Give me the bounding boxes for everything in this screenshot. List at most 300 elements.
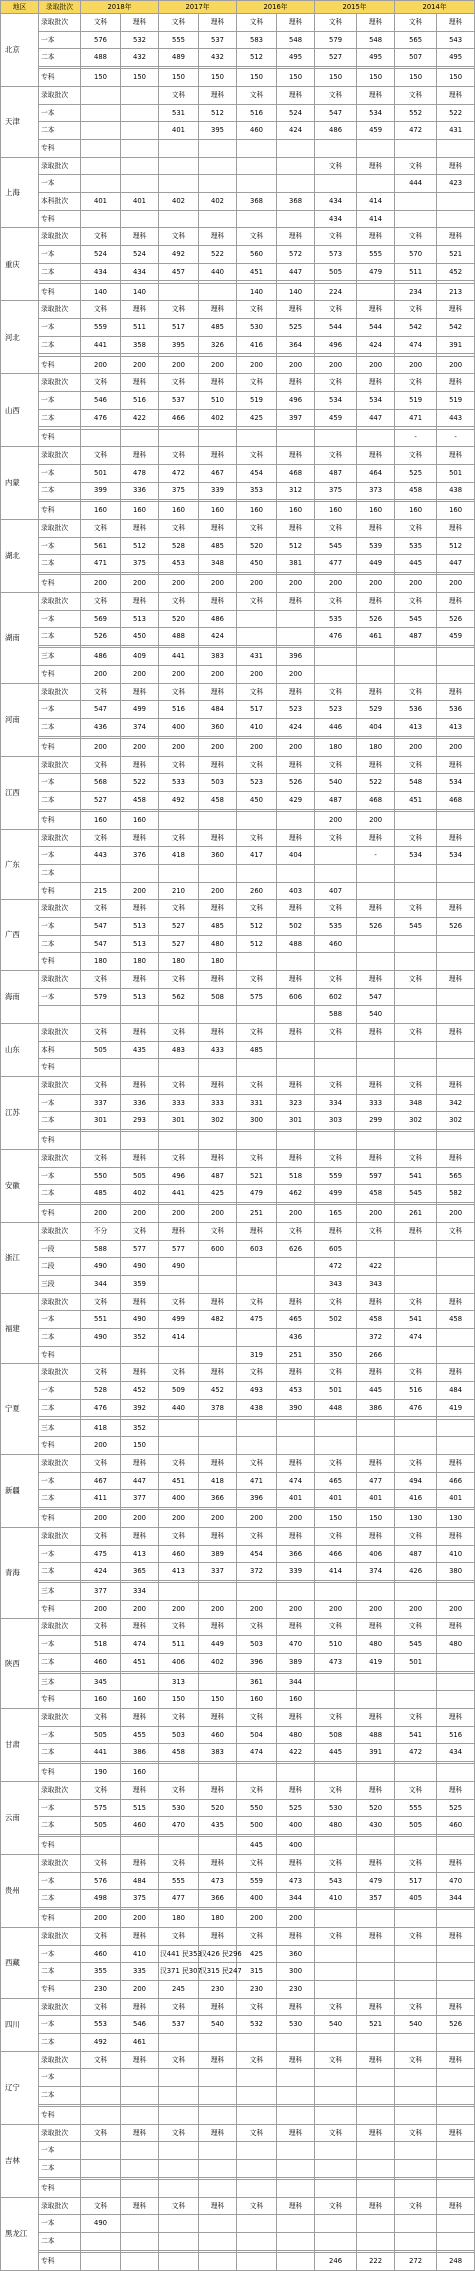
score-cell — [315, 1910, 357, 1928]
score-cell: 541 — [395, 1167, 437, 1185]
score-cell: 理科 — [121, 1293, 159, 1311]
score-cell: 文科 — [81, 14, 121, 32]
batch-cell: 录取批次 — [39, 1998, 81, 2016]
score-cell: 480 — [437, 1636, 475, 1654]
score-cell: 文科 — [237, 1855, 277, 1873]
score-cell: 537 — [159, 391, 199, 409]
score-cell — [121, 1132, 159, 1150]
score-cell: 357 — [357, 1890, 395, 1908]
score-cell — [237, 2087, 277, 2105]
score-cell: 理科 — [199, 1024, 237, 1042]
score-cell: 487 — [315, 792, 357, 810]
score-cell — [357, 666, 395, 684]
score-cell: 389 — [277, 1653, 315, 1671]
score-cell: 458 — [437, 1311, 475, 1329]
score-cell — [395, 2179, 437, 2197]
score-cell: 160 — [437, 502, 475, 520]
table-row — [1, 356, 475, 374]
batch-cell: 二本 — [39, 628, 81, 646]
score-cell: 文科 — [315, 2051, 357, 2069]
batch-cell: 录取批次 — [39, 1928, 81, 1946]
score-cell: 459 — [437, 628, 475, 646]
score-cell — [121, 1059, 159, 1077]
score-cell — [437, 1673, 475, 1691]
score-cell: 160 — [121, 502, 159, 520]
score-cell: 391 — [357, 1744, 395, 1762]
score-cell: 386 — [121, 1744, 159, 1762]
score-cell: 文科 — [81, 2051, 121, 2069]
score-cell: 理科 — [437, 1454, 475, 1472]
score-cell: 383 — [199, 648, 237, 666]
batch-cell: 专科 — [39, 1346, 81, 1364]
score-cell — [199, 1132, 237, 1150]
score-cell: 488 — [277, 935, 315, 953]
score-cell — [159, 1059, 199, 1077]
batch-cell: 二本 — [39, 49, 81, 67]
batch-cell: 二段 — [39, 1258, 81, 1276]
score-cell: 555 — [159, 1872, 199, 1890]
batch-cell: 专科 — [39, 502, 81, 520]
score-cell: 490 — [81, 1328, 121, 1346]
score-cell — [237, 610, 277, 628]
score-cell — [395, 935, 437, 953]
score-cell: 文科 — [237, 228, 277, 246]
score-cell: 文科 — [315, 900, 357, 918]
score-cell: 文科 — [159, 829, 199, 847]
table-row — [1, 1149, 475, 1167]
score-cell: 401 — [437, 1490, 475, 1508]
score-cell: 理科 — [357, 1024, 395, 1042]
score-cell: 339 — [199, 482, 237, 500]
score-cell: 520 — [159, 610, 199, 628]
score-cell: 600 — [199, 1240, 237, 1258]
score-cell — [81, 104, 121, 122]
score-cell: 248 — [437, 2252, 475, 2270]
table-row — [1, 1928, 475, 1946]
score-cell: 理科 — [199, 1928, 237, 1946]
score-cell — [437, 1132, 475, 1150]
batch-cell: 专科 — [39, 811, 81, 829]
score-cell: 302 — [199, 1112, 237, 1130]
score-cell: 文科 — [395, 374, 437, 392]
score-cell: 360 — [199, 847, 237, 865]
score-cell: 理科 — [199, 829, 237, 847]
score-cell — [237, 953, 277, 971]
score-cell: 524 — [121, 246, 159, 264]
score-cell — [237, 2106, 277, 2124]
score-cell — [357, 429, 395, 447]
score-cell: 160 — [357, 502, 395, 520]
score-cell — [277, 1437, 315, 1455]
score-cell: 479 — [357, 263, 395, 281]
batch-cell: 专科 — [39, 575, 81, 593]
score-cell: 392 — [121, 1399, 159, 1417]
score-cell: 488 — [81, 49, 121, 67]
score-cell: 502 — [277, 917, 315, 935]
score-cell: 文科 — [315, 14, 357, 32]
score-cell: 理科 — [277, 1782, 315, 1800]
score-cell: 508 — [199, 988, 237, 1006]
table-row — [1, 283, 475, 301]
table-row — [1, 1998, 475, 2016]
score-cell: 160 — [237, 502, 277, 520]
score-cell — [81, 429, 121, 447]
score-cell: 200 — [437, 1205, 475, 1223]
score-cell — [199, 1583, 237, 1601]
score-cell — [357, 2142, 395, 2160]
batch-cell: 专科 — [39, 666, 81, 684]
score-cell: 文科 — [315, 1454, 357, 1472]
score-cell: 文科 — [81, 1364, 121, 1382]
score-cell: 200 — [277, 1910, 315, 1928]
score-cell — [395, 1059, 437, 1077]
score-cell: 429 — [277, 792, 315, 810]
score-cell — [159, 210, 199, 228]
table-row — [1, 1855, 475, 1873]
score-cell: 理科 — [437, 14, 475, 32]
region-cell: 江西 — [1, 756, 39, 829]
score-cell: 443 — [81, 847, 121, 865]
score-cell: 525 — [277, 318, 315, 336]
score-cell — [237, 2179, 277, 2197]
table-row — [1, 666, 475, 684]
score-cell: 文科 — [159, 2124, 199, 2142]
score-cell — [315, 847, 357, 865]
score-cell: 545 — [315, 537, 357, 555]
score-cell: 理科 — [277, 900, 315, 918]
table-row — [1, 864, 475, 882]
table-row — [1, 1945, 475, 1963]
score-cell — [237, 139, 277, 157]
score-cell: 410 — [437, 1545, 475, 1563]
score-cell — [199, 2069, 237, 2087]
score-cell — [121, 2215, 159, 2233]
score-cell: 文科 — [395, 1364, 437, 1382]
score-cell: 160 — [199, 502, 237, 520]
score-cell: 575 — [81, 1799, 121, 1817]
score-cell — [437, 1963, 475, 1981]
score-cell: 462 — [277, 1185, 315, 1203]
score-cell: 理科 — [121, 1527, 159, 1545]
score-cell: 344 — [81, 1275, 121, 1293]
score-cell: 350 — [315, 1346, 357, 1364]
score-cell — [277, 210, 315, 228]
score-cell: 200 — [357, 575, 395, 593]
score-cell — [315, 2179, 357, 2197]
score-cell: 413 — [121, 1545, 159, 1563]
score-cell: 480 — [315, 1817, 357, 1835]
score-cell: 406 — [357, 1545, 395, 1563]
score-cell: 200 — [121, 575, 159, 593]
table-row — [1, 1419, 475, 1437]
score-cell: 472 — [159, 464, 199, 482]
score-cell: 200 — [437, 356, 475, 374]
score-cell — [121, 86, 159, 104]
score-cell: 559 — [237, 1872, 277, 1890]
table-row — [1, 648, 475, 666]
score-cell: 512 — [121, 537, 159, 555]
score-cell: 200 — [121, 1910, 159, 1928]
score-cell: 文科 — [395, 1998, 437, 2016]
score-cell: 理科 — [199, 971, 237, 989]
score-cell: 336 — [121, 482, 159, 500]
score-cell: 200 — [81, 1437, 121, 1455]
score-cell: 文科 — [395, 1293, 437, 1311]
score-cell — [437, 864, 475, 882]
score-cell: 478 — [121, 464, 159, 482]
score-cell: 理科 — [437, 1998, 475, 2016]
score-cell: 535 — [395, 537, 437, 555]
score-cell: 339 — [277, 1563, 315, 1581]
score-cell: 理科 — [357, 14, 395, 32]
score-cell — [277, 1258, 315, 1276]
score-cell — [395, 2160, 437, 2178]
table-row — [1, 1437, 475, 1455]
score-cell: 理科 — [199, 683, 237, 701]
score-cell: 文科 — [315, 1527, 357, 1545]
score-cell: 541 — [395, 1311, 437, 1329]
score-cell: 文科 — [159, 447, 199, 465]
score-cell: 503 — [159, 1726, 199, 1744]
score-cell: 515 — [121, 1799, 159, 1817]
score-cell: 528 — [159, 537, 199, 555]
score-cell: 475 — [81, 1545, 121, 1563]
score-cell: 526 — [277, 774, 315, 792]
score-cell: 150 — [199, 69, 237, 87]
score-cell: 458 — [357, 1185, 395, 1203]
score-cell: 文科 — [159, 228, 199, 246]
score-cell: 545 — [395, 917, 437, 935]
year-header: 2016年 — [237, 1, 315, 14]
table-row — [1, 1545, 475, 1563]
year-header: 2014年 — [395, 1, 475, 14]
score-cell: 397 — [277, 409, 315, 427]
score-cell: 文科 — [81, 1077, 121, 1095]
score-cell: 理科 — [357, 2197, 395, 2215]
score-cell — [199, 1437, 237, 1455]
score-cell: 447 — [121, 1472, 159, 1490]
score-cell — [315, 2069, 357, 2087]
score-cell: 372 — [357, 1328, 395, 1346]
score-cell: 200 — [159, 575, 199, 593]
table-row — [1, 701, 475, 719]
score-cell: 150 — [357, 1510, 395, 1528]
score-cell: 理科 — [121, 1855, 159, 1873]
score-cell — [357, 1963, 395, 1981]
score-cell: 文科 — [159, 1454, 199, 1472]
score-cell: 文科 — [81, 1855, 121, 1873]
score-cell: 200 — [199, 882, 237, 900]
score-cell: 396 — [237, 1653, 277, 1671]
score-cell: 文科 — [159, 1077, 199, 1095]
score-cell: 400 — [159, 719, 199, 737]
score-cell: 200 — [81, 666, 121, 684]
batch-cell: 三本 — [39, 1583, 81, 1601]
score-cell: 390 — [277, 1399, 315, 1417]
score-cell: 234 — [395, 283, 437, 301]
score-cell — [437, 2160, 475, 2178]
score-cell: 理科 — [121, 520, 159, 538]
batch-cell: 二本 — [39, 864, 81, 882]
score-cell: 理科 — [357, 1782, 395, 1800]
score-cell: 文科 — [315, 374, 357, 392]
score-cell: 246 — [315, 2252, 357, 2270]
score-cell: 理科 — [437, 228, 475, 246]
score-cell: 261 — [395, 1205, 437, 1223]
score-cell: 542 — [395, 318, 437, 336]
score-cell — [437, 666, 475, 684]
score-cell: 150 — [199, 1691, 237, 1709]
score-cell — [357, 1673, 395, 1691]
score-cell: 文科 — [81, 1527, 121, 1545]
score-cell: 200 — [121, 1981, 159, 1999]
score-cell: 理科 — [121, 14, 159, 32]
table-row — [1, 1726, 475, 1744]
score-cell: 361 — [237, 1673, 277, 1691]
score-cell: 160 — [81, 1691, 121, 1709]
score-cell: 334 — [315, 1094, 357, 1112]
score-cell: 395 — [159, 336, 199, 354]
table-row — [1, 157, 475, 175]
score-cell: 537 — [199, 31, 237, 49]
score-cell: 200 — [277, 1205, 315, 1223]
score-cell: 200 — [395, 575, 437, 593]
score-cell: 479 — [237, 1185, 277, 1203]
table-row — [1, 593, 475, 611]
score-cell: 200 — [237, 356, 277, 374]
score-cell — [277, 2106, 315, 2124]
score-cell: 文科 — [81, 2197, 121, 2215]
table-row — [1, 2252, 475, 2270]
score-cell — [395, 1275, 437, 1293]
score-cell — [121, 2232, 159, 2250]
score-cell: 文科 — [81, 593, 121, 611]
batch-cell: 录取批次 — [39, 1454, 81, 1472]
score-cell — [357, 864, 395, 882]
score-cell: 376 — [121, 847, 159, 865]
table-row — [1, 1510, 475, 1528]
score-cell: 348 — [199, 555, 237, 573]
score-cell: 理科 — [437, 829, 475, 847]
table-row — [1, 318, 475, 336]
score-cell — [357, 1583, 395, 1601]
score-cell — [159, 283, 199, 301]
score-cell: 460 — [437, 1817, 475, 1835]
batch-cell: 录取批次 — [39, 1618, 81, 1636]
score-cell: 401 — [357, 1490, 395, 1508]
score-cell: 467 — [199, 464, 237, 482]
score-cell — [199, 2034, 237, 2052]
batch-cell: 二本 — [39, 1890, 81, 1908]
table-row — [1, 935, 475, 953]
score-cell: 文科 — [315, 971, 357, 989]
score-cell: 理科 — [121, 1454, 159, 1472]
batch-cell: 一本 — [39, 847, 81, 865]
score-cell — [237, 429, 277, 447]
table-row — [1, 429, 475, 447]
score-cell: 理科 — [277, 829, 315, 847]
score-cell — [159, 2179, 199, 2197]
batch-cell: 二本 — [39, 2087, 81, 2105]
score-cell: 理科 — [437, 1024, 475, 1042]
score-cell — [437, 2179, 475, 2197]
table-row — [1, 756, 475, 774]
score-cell: 理科 — [277, 228, 315, 246]
score-cell: 313 — [159, 1673, 199, 1691]
score-cell — [81, 210, 121, 228]
batch-cell: 一本 — [39, 988, 81, 1006]
score-cell: 540 — [315, 774, 357, 792]
table-row — [1, 1059, 475, 1077]
region-cell: 甘肃 — [1, 1709, 39, 1782]
score-cell: 577 — [121, 1240, 159, 1258]
score-cell: 理科 — [357, 228, 395, 246]
region-cell: 内蒙 — [1, 447, 39, 520]
score-cell: 理科 — [357, 1364, 395, 1382]
score-cell: 理科 — [121, 374, 159, 392]
score-cell: 536 — [395, 701, 437, 719]
score-cell — [199, 1837, 237, 1855]
score-cell — [437, 1910, 475, 1928]
score-cell — [159, 2034, 199, 2052]
table-row — [1, 263, 475, 281]
score-cell — [277, 1041, 315, 1059]
score-cell: 471 — [237, 1472, 277, 1490]
score-cell: 文科 — [315, 683, 357, 701]
score-cell: 529 — [357, 701, 395, 719]
score-cell: 419 — [437, 1399, 475, 1417]
score-cell — [357, 175, 395, 193]
score-cell: 579 — [81, 988, 121, 1006]
batch-cell: 三本 — [39, 1419, 81, 1437]
score-cell: 299 — [357, 1112, 395, 1130]
score-cell: 理科 — [437, 1293, 475, 1311]
score-cell: 391 — [437, 336, 475, 354]
score-cell: 文科 — [315, 1618, 357, 1636]
score-cell: 文科 — [237, 1024, 277, 1042]
batch-cell: 专科 — [39, 1437, 81, 1455]
score-cell: 424 — [357, 336, 395, 354]
score-cell: 文科 — [395, 14, 437, 32]
score-cell: 461 — [121, 2034, 159, 2052]
score-cell — [315, 864, 357, 882]
score-cell — [437, 2034, 475, 2052]
score-cell: 511 — [395, 263, 437, 281]
score-cell — [121, 2087, 159, 2105]
score-cell: 理科 — [199, 2051, 237, 2069]
score-cell: 理科 — [277, 520, 315, 538]
score-cell — [277, 2252, 315, 2270]
score-cell: 487 — [199, 1167, 237, 1185]
score-cell: 文科 — [237, 1293, 277, 1311]
score-cell — [81, 2160, 121, 2178]
score-cell: 理科 — [277, 1709, 315, 1727]
score-cell: 215 — [81, 882, 121, 900]
table-row — [1, 610, 475, 628]
score-cell: 499 — [121, 701, 159, 719]
score-cell: 460 — [81, 1653, 121, 1671]
table-row — [1, 1258, 475, 1276]
score-cell — [395, 811, 437, 829]
score-cell: 文科 — [395, 447, 437, 465]
table-row — [1, 246, 475, 264]
batch-cell: 专科 — [39, 210, 81, 228]
score-cell — [121, 1346, 159, 1364]
score-cell: 理科 — [437, 756, 475, 774]
score-cell: 文科 — [159, 2051, 199, 2069]
score-cell — [199, 1764, 237, 1782]
batch-cell: 一本 — [39, 391, 81, 409]
